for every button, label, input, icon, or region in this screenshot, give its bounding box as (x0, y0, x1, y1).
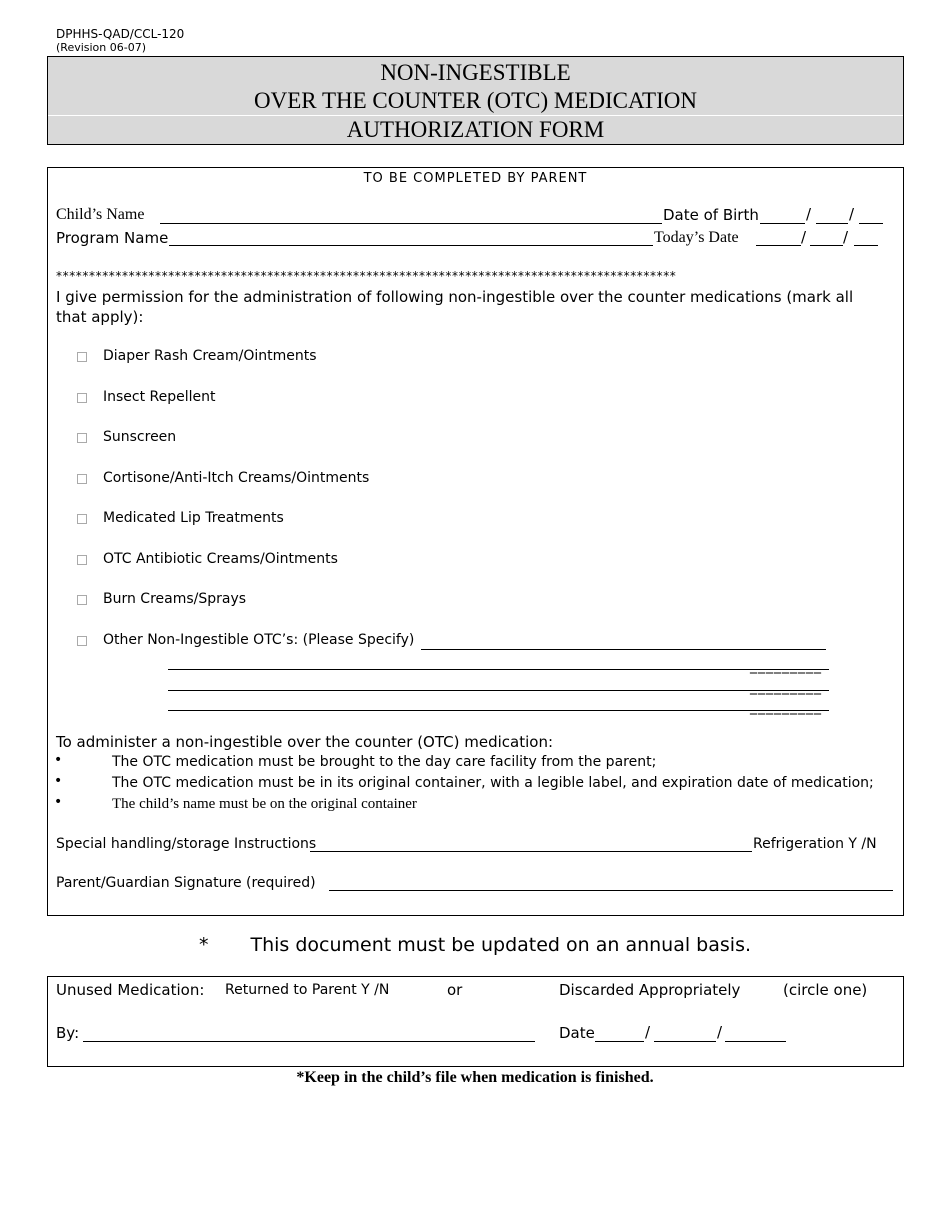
unused-label: Unused Medication: (56, 981, 205, 999)
todays-date-year-field[interactable] (854, 245, 878, 246)
title-line-1: NON-INGESTIBLE (380, 60, 571, 85)
unused-date-label: Date (559, 1024, 595, 1042)
other-specify-field-1[interactable] (421, 649, 826, 650)
circle-one-note: (circle one) (783, 981, 868, 999)
parent-section-heading: TO BE COMPLETED BY PARENT (363, 171, 588, 186)
option-other: Other Non-Ingestible OTC’s: (Please Specify) (103, 632, 415, 648)
other-specify-field-2[interactable] (168, 669, 829, 670)
annual-update-note (0, 932, 950, 958)
other-specify-field-4[interactable] (168, 710, 829, 711)
dob-label: Date of Birth (663, 206, 759, 224)
unused-date-sep-2: / (717, 1023, 723, 1041)
special-handling-field[interactable] (310, 851, 752, 852)
option-insect-repellent: Insect Repellent (103, 389, 216, 405)
checkbox-insect-repellent[interactable] (77, 393, 87, 403)
todays-date-month-field[interactable] (756, 245, 801, 246)
signature-field[interactable] (329, 890, 893, 891)
annual-star: * (198, 934, 209, 956)
rule-bullet-3: • (54, 794, 63, 810)
parent-section (47, 167, 904, 916)
child-name-label: Child’s Name (56, 206, 145, 223)
permission-text: I give permission for the administration of following non-ingestible over the counter medications (mark all that apply): (56, 288, 854, 326)
annual-text: This document must be updated on an annual basis. (250, 934, 752, 956)
discarded-option[interactable]: Discarded Appropriately (559, 981, 741, 999)
dob-sep-2: / (849, 205, 855, 223)
rule-bullet-1: • (54, 752, 63, 768)
unused-date-year-field[interactable] (725, 1041, 786, 1042)
unused-medication-section (47, 976, 904, 1067)
option-diaper-rash: Diaper Rash Cream/Ointments (103, 348, 317, 364)
or-label: or (447, 981, 463, 999)
unused-date-sep-1: / (645, 1023, 651, 1041)
todays-date-label: Today’s Date (654, 229, 739, 246)
option-burn-creams: Burn Creams/Sprays (103, 591, 247, 607)
option-cortisone: Cortisone/Anti-Itch Creams/Ointments (103, 470, 370, 486)
child-name-field[interactable] (160, 223, 662, 224)
special-handling-label: Special handling/storage Instructions (56, 836, 317, 852)
by-label: By: (56, 1024, 80, 1042)
checkbox-burn-creams[interactable] (77, 595, 87, 605)
todays-date-day-field[interactable] (810, 245, 843, 246)
dob-day-field[interactable] (816, 223, 848, 224)
checkbox-antibiotic[interactable] (77, 555, 87, 565)
rule-bullet-2: • (54, 773, 63, 789)
returned-to-parent-option[interactable]: Returned to Parent Y /N (225, 982, 390, 998)
checkbox-other[interactable] (77, 636, 87, 646)
keep-in-file-note: *Keep in the child’s file when medication is finished. (296, 1069, 654, 1086)
dob-sep-1: / (806, 205, 812, 223)
other-specify-field-3[interactable] (168, 690, 829, 691)
checkbox-diaper-rash[interactable] (77, 352, 87, 362)
checkbox-cortisone[interactable] (77, 474, 87, 484)
title-banner (47, 56, 904, 145)
signature-label: Parent/Guardian Signature (required) (56, 875, 316, 891)
rule-1: The OTC medication must be brought to the day care facility from the parent; (112, 754, 657, 770)
by-field[interactable] (83, 1041, 535, 1042)
checkbox-lip-treatments[interactable] (77, 514, 87, 524)
option-lip-treatments: Medicated Lip Treatments (103, 510, 284, 526)
dob-month-field[interactable] (760, 223, 805, 224)
option-sunscreen: Sunscreen (103, 429, 177, 445)
todays-date-sep-2: / (843, 228, 849, 246)
other-line-4-end: _________ (750, 699, 822, 715)
unused-date-month-field[interactable] (595, 1041, 644, 1042)
dob-year-field[interactable] (859, 223, 883, 224)
title-line-3: AUTHORIZATION FORM (346, 117, 605, 142)
rule-3: The child’s name must be on the original container (112, 796, 417, 812)
form-code: DPHHS-QAD/CCL-120 (56, 27, 185, 41)
other-line-3-end: _________ (750, 679, 822, 695)
todays-date-sep-1: / (801, 228, 807, 246)
program-name-label: Program Name (56, 229, 169, 247)
administer-heading: To administer a non-ingestible over the counter (OTC) medication: (56, 733, 553, 751)
refrigeration-label[interactable]: Refrigeration Y /N (753, 836, 877, 852)
program-name-field[interactable] (169, 245, 653, 246)
other-line-2-end: _________ (750, 658, 822, 674)
unused-date-day-field[interactable] (654, 1041, 716, 1042)
form-revision: (Revision 06-07) (56, 41, 147, 54)
checkbox-sunscreen[interactable] (77, 433, 87, 443)
star-divider: ********************************************************************************************** (56, 269, 677, 283)
title-line-2: OVER THE COUNTER (OTC) MEDICATION (254, 88, 697, 113)
option-antibiotic: OTC Antibiotic Creams/Ointments (103, 551, 338, 567)
rule-2: The OTC medication must be in its original container, with a legible label, and expiration date of medication; (112, 775, 874, 791)
